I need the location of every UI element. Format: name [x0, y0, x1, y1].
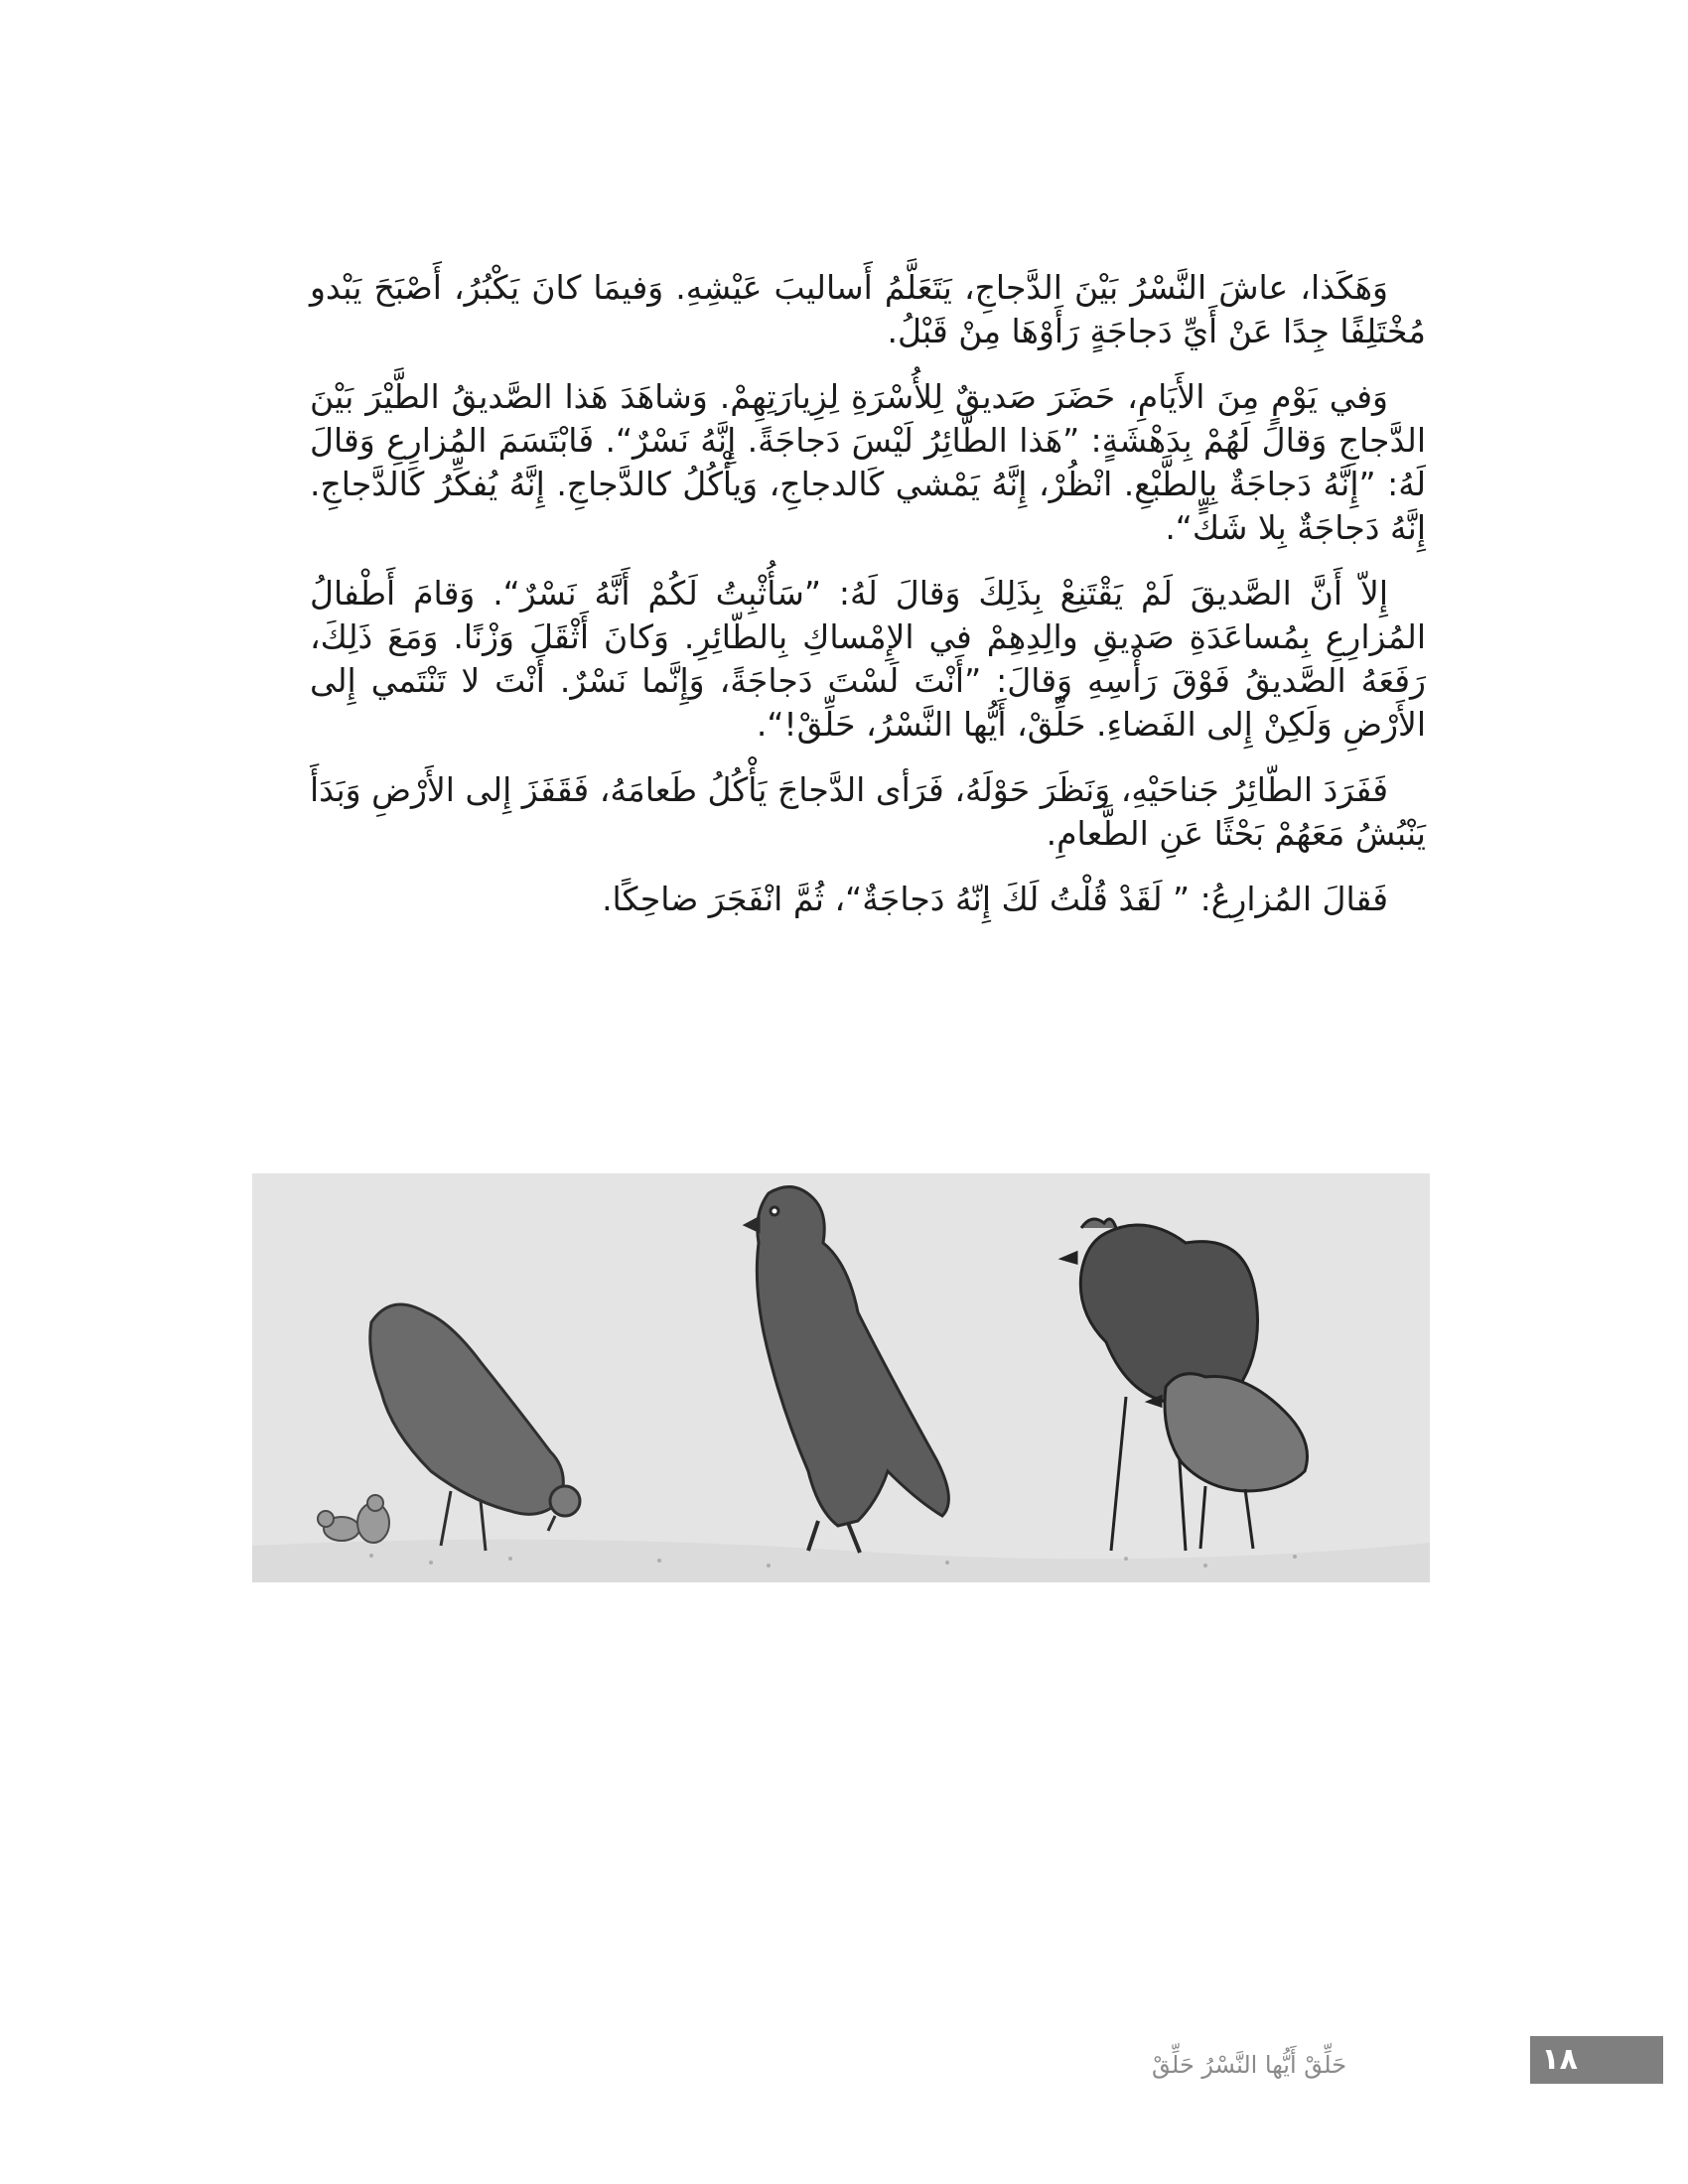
page-number: ١٨: [1530, 2036, 1663, 2084]
paragraph: إِلاّ أَنَّ الصَّديقَ لَمْ يَقْتَنِعْ بِذَلِكَ وَقالَ لَهُ: ”سَأُثْبِتُ لَكُمْ أَنَّهُ نَسْرٌ“. وَقامَ أَطْفالُ المُزارِعِ بِمُساعَدَةِ صَديقِ والِدِهِمْ في الإِمْساكِ بِالطّائِرِ. وَكانَ أَثْقَلَ وَزْنًا. وَمَعَ ذَلِكَ، رَفَعَهُ الصَّديقُ فَوْقَ رَأْسِهِ وَقالَ: ”أَنْتَ لَسْتَ دَجاجَةً، وَإِنَّما نَسْرٌ. أَنْتَ لا تَنْتَمي إِلى الأَرْضِ وَلَكِنْ إِلى الفَضاءِ. حَلِّقْ، أَيُّها النَّسْرُ، حَلِّقْ!“.: [310, 574, 1426, 744]
hen-figure: [370, 1304, 580, 1551]
story-text: [310, 266, 1426, 943]
eagle-figure: [746, 1187, 948, 1553]
paragraph: فَفَرَدَ الطّائِرُ جَناحَيْهِ، وَنَظَرَ حَوْلَهُ، فَرَأى الدَّجاجَ يَأْكُلُ طَعامَهُ، فَقَفَزَ إِلى الأَرْضِ وَبَدَأَ يَنْبُشُ مَعَهُمْ بَحْثًا عَنِ الطَّعامِ.: [310, 770, 1426, 853]
eagle-and-chickens-illustration: [252, 1173, 1430, 1582]
paragraph: فَقالَ المُزارِعُ: ” لَقَدْ قُلْتُ لَكَ إِنّهُ دَجاجَةٌ“، ثُمَّ انْفَجَرَ ضاحِكًا.: [602, 880, 1388, 918]
paragraph: وَهَكَذا، عاشَ النَّسْرُ بَيْنَ الدَّجاجِ، يَتَعَلَّمُ أَساليبَ عَيْشِهِ. وَفيمَا كانَ يَكْبُرُ، أَصْبَحَ يَبْدو مُخْتَلِفًا جِدًا عَنْ أَيِّ دَجاجَةٍ رَأَوْهَا مِنْ قَبْلُ.: [310, 268, 1426, 350]
hen-figure: [1149, 1374, 1308, 1549]
book-title: حَلِّقْ أَيُّها النَّسْرُ حَلِّقْ: [1152, 2051, 1347, 2079]
chick-figure: [318, 1495, 389, 1543]
paragraph: وَفي يَوْمٍ مِنَ الأَيَامِ، حَضَرَ صَديقٌ لِلأُسْرَةِ لِزِيارَتِهِمْ. وَشاهَدَ هَذا الصَّديقُ الطَّيْرَ بَيْنَ الدَّجاجِ وَقالَ لَهُمْ بِدَهْشَةٍ: ”هَذا الطَّائِرُ لَيْسَ دَجاجَةً. إِنَّهُ نَسْرٌ“. فَابْتَسَمَ المُزارِعِ وَقالَ لَهُ: ”إِنَّهُ دَجاجَةٌ بِالطَّبْعِ. انْظُرْ، إِنَّهُ يَمْشي كَالدجاجِ، وَيأْكُلُ كالدَّجاجِ. إِنَّهُ يُفكِّرُ كَالدَّجاجِ. إِنَّهُ دَجاجَةٌ بِلا شَكٍّ“.: [310, 377, 1426, 547]
